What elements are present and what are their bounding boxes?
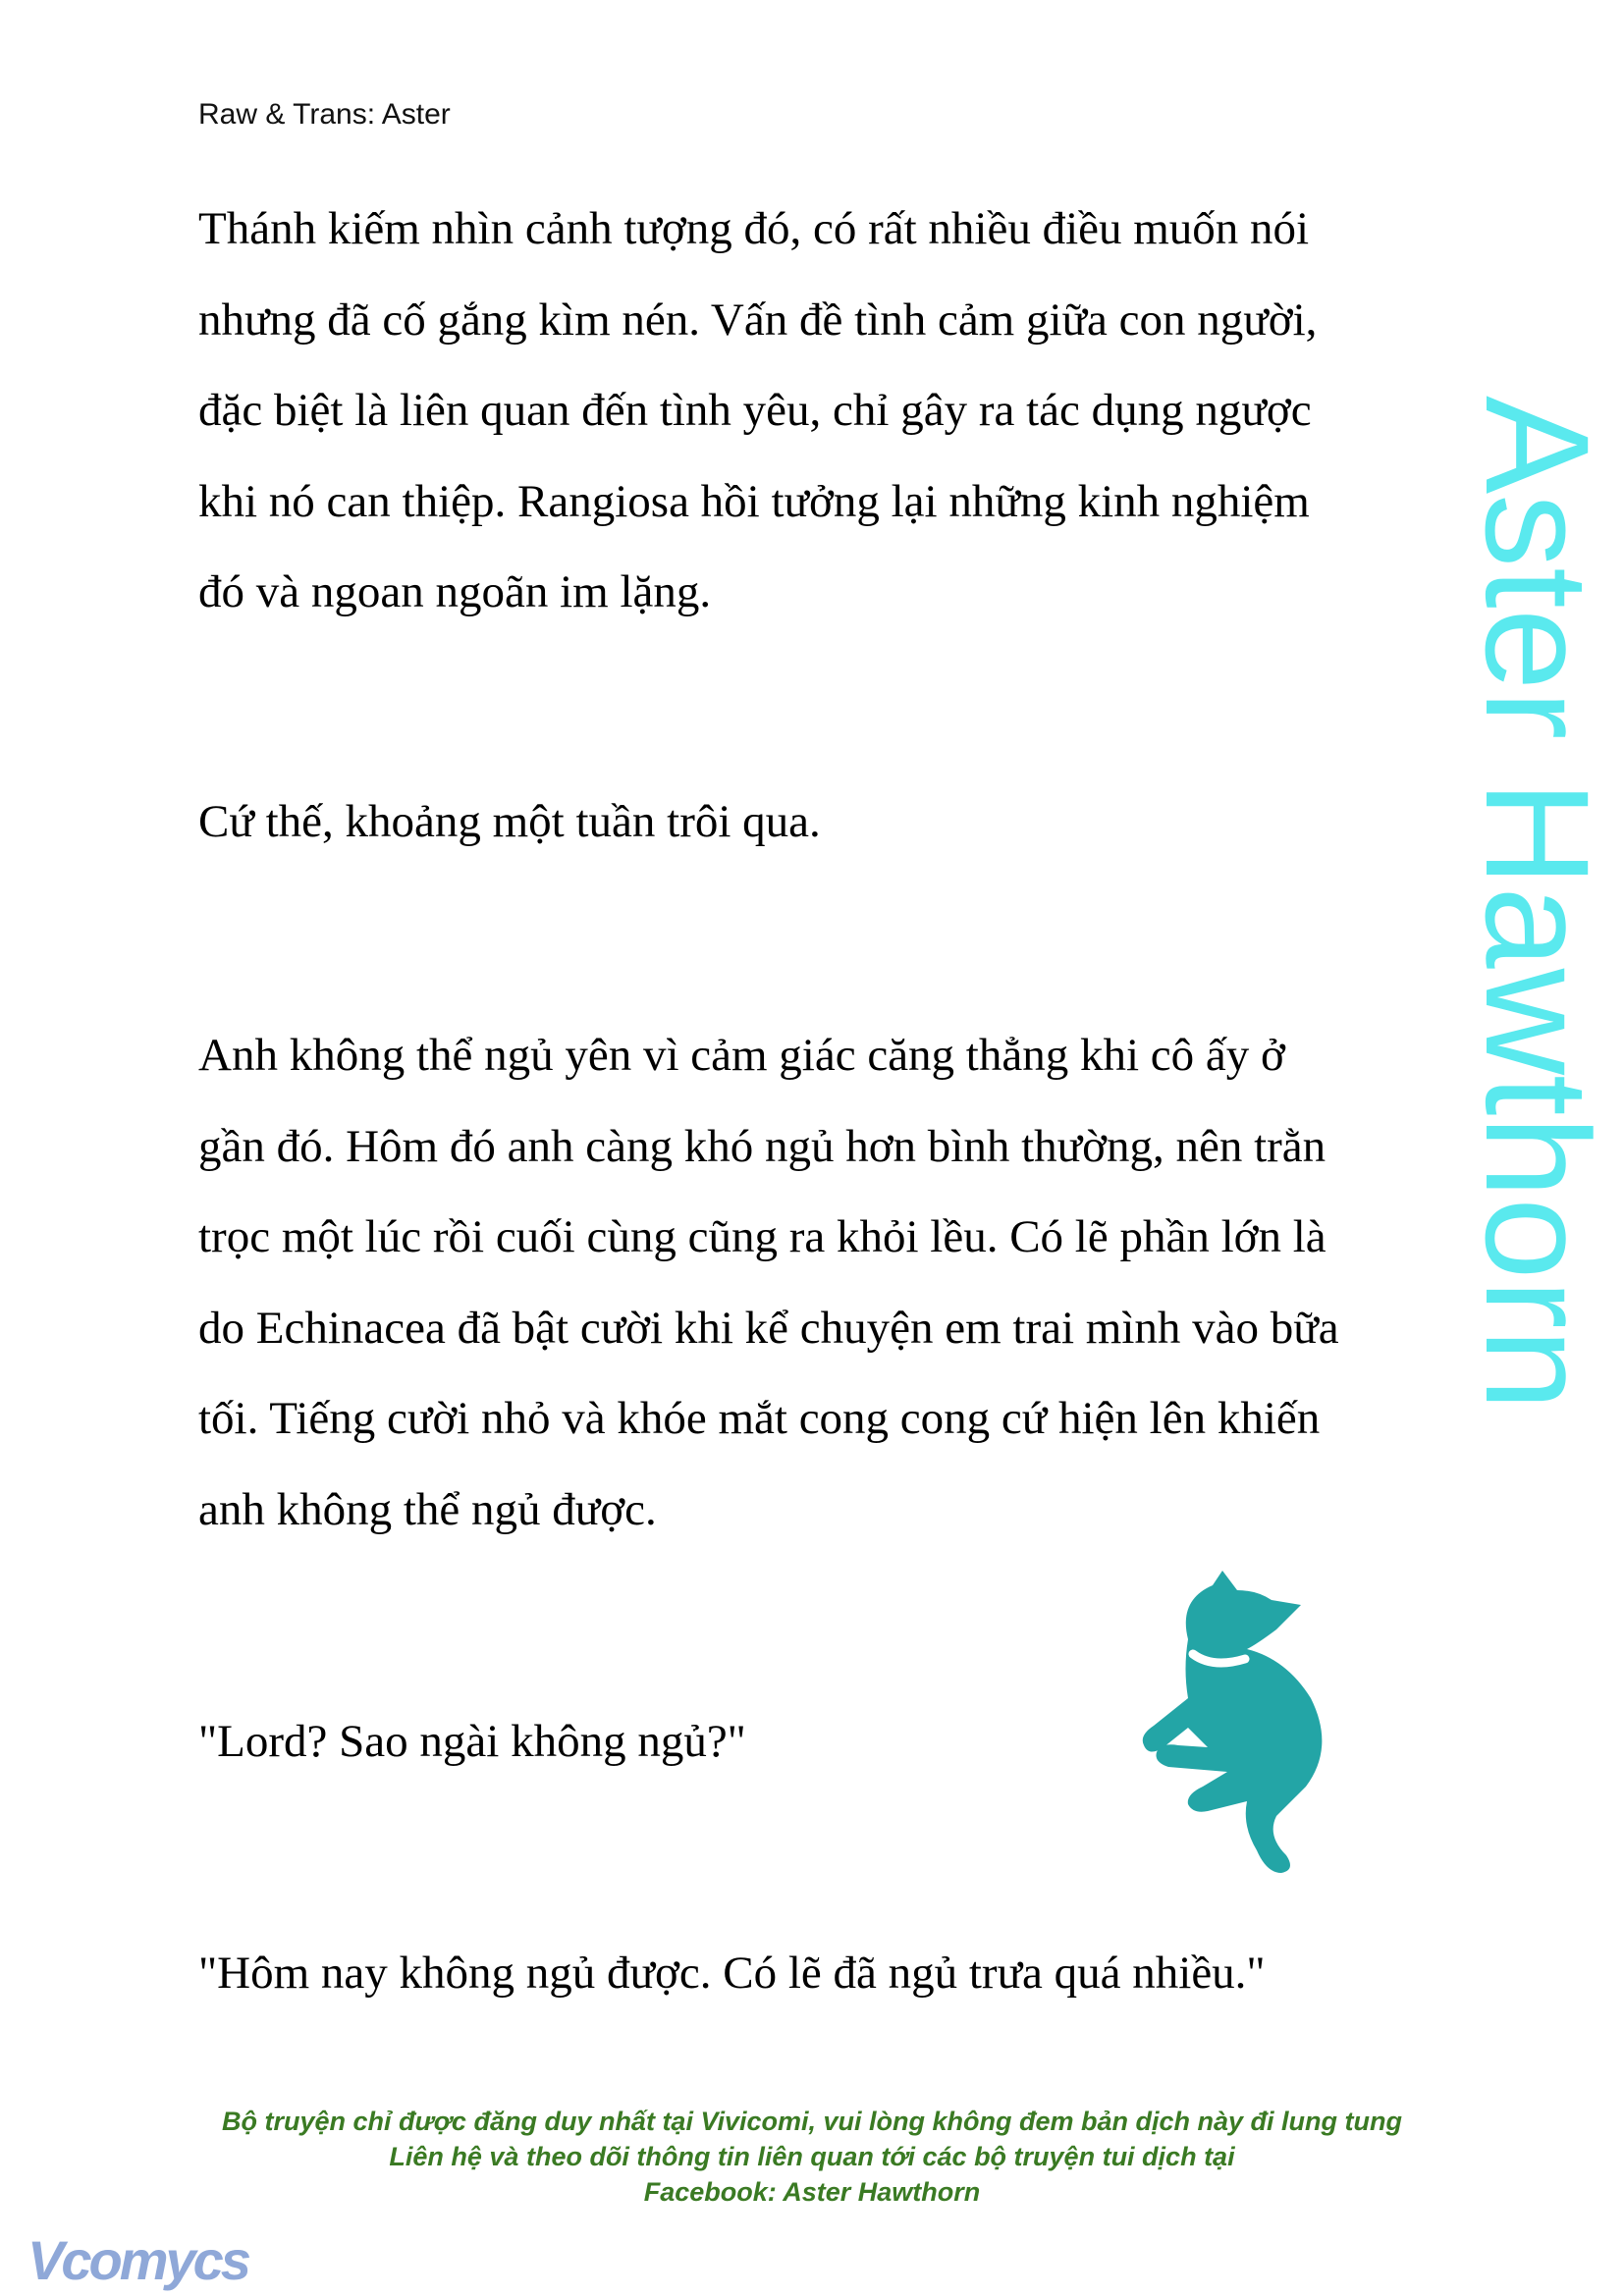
footer-notice: Bộ truyện chỉ được đăng duy nhất tại Vivicomi, vui lòng không đem bản dịch này đi lung tung [222,2107,1402,2136]
text-line: Thánh kiếm nhìn cảnh tượng đó, có rất nhiều điều muốn nói [198,203,1310,254]
footer-contact: Liên hệ và theo dõi thông tin liên quan tới các bộ truyện tui dịch tại [389,2142,1235,2171]
text-line: Cứ thế, khoảng một tuần trôi qua. [198,796,821,847]
text-line: khi nó can thiệp. Rangiosa hồi tưởng lại những kinh nghiệm [198,476,1310,527]
text-line: do Echinacea đã bật cười khi kể chuyện em trai mình vào bữa [198,1303,1339,1354]
text-line: nhưng đã cố gắng kìm nén. Vấn đề tình cảm giữa con người, [198,294,1318,346]
cat-icon [1129,1561,1345,1875]
footer-facebook: Facebook: Aster Hawthorn [643,2177,981,2207]
text-line: "Hôm nay không ngủ được. Có lẽ đã ngủ trưa quá nhiều." [198,1948,1266,1999]
text-line: đó và ngoan ngoãn im lặng. [198,566,712,617]
header-credit: Raw & Trans: Aster [198,98,451,131]
site-logo: Vcomycs [27,2229,248,2291]
text-line: "Lord? Sao ngài không ngủ?" [198,1716,746,1767]
text-line: đặc biệt là liên quan đến tình yêu, chỉ gây ra tác dụng ngược [198,385,1312,436]
text-line: trọc một lúc rồi cuối cùng cũng ra khỏi lều. Có lẽ phần lớn là [198,1211,1326,1262]
text-line: anh không thể ngủ được. [198,1484,657,1535]
text-line: tối. Tiếng cười nhỏ và khóe mắt cong cong cứ hiện lên khiến [198,1393,1321,1444]
text-line: Anh không thể ngủ yên vì cảm giác căng thẳng khi cô ấy ở [198,1030,1285,1081]
watermark-text: Aster Hawthorn [1455,396,1620,1411]
text-line: gần đó. Hôm đó anh càng khó ngủ hơn bình thường, nên trằn [198,1121,1326,1172]
